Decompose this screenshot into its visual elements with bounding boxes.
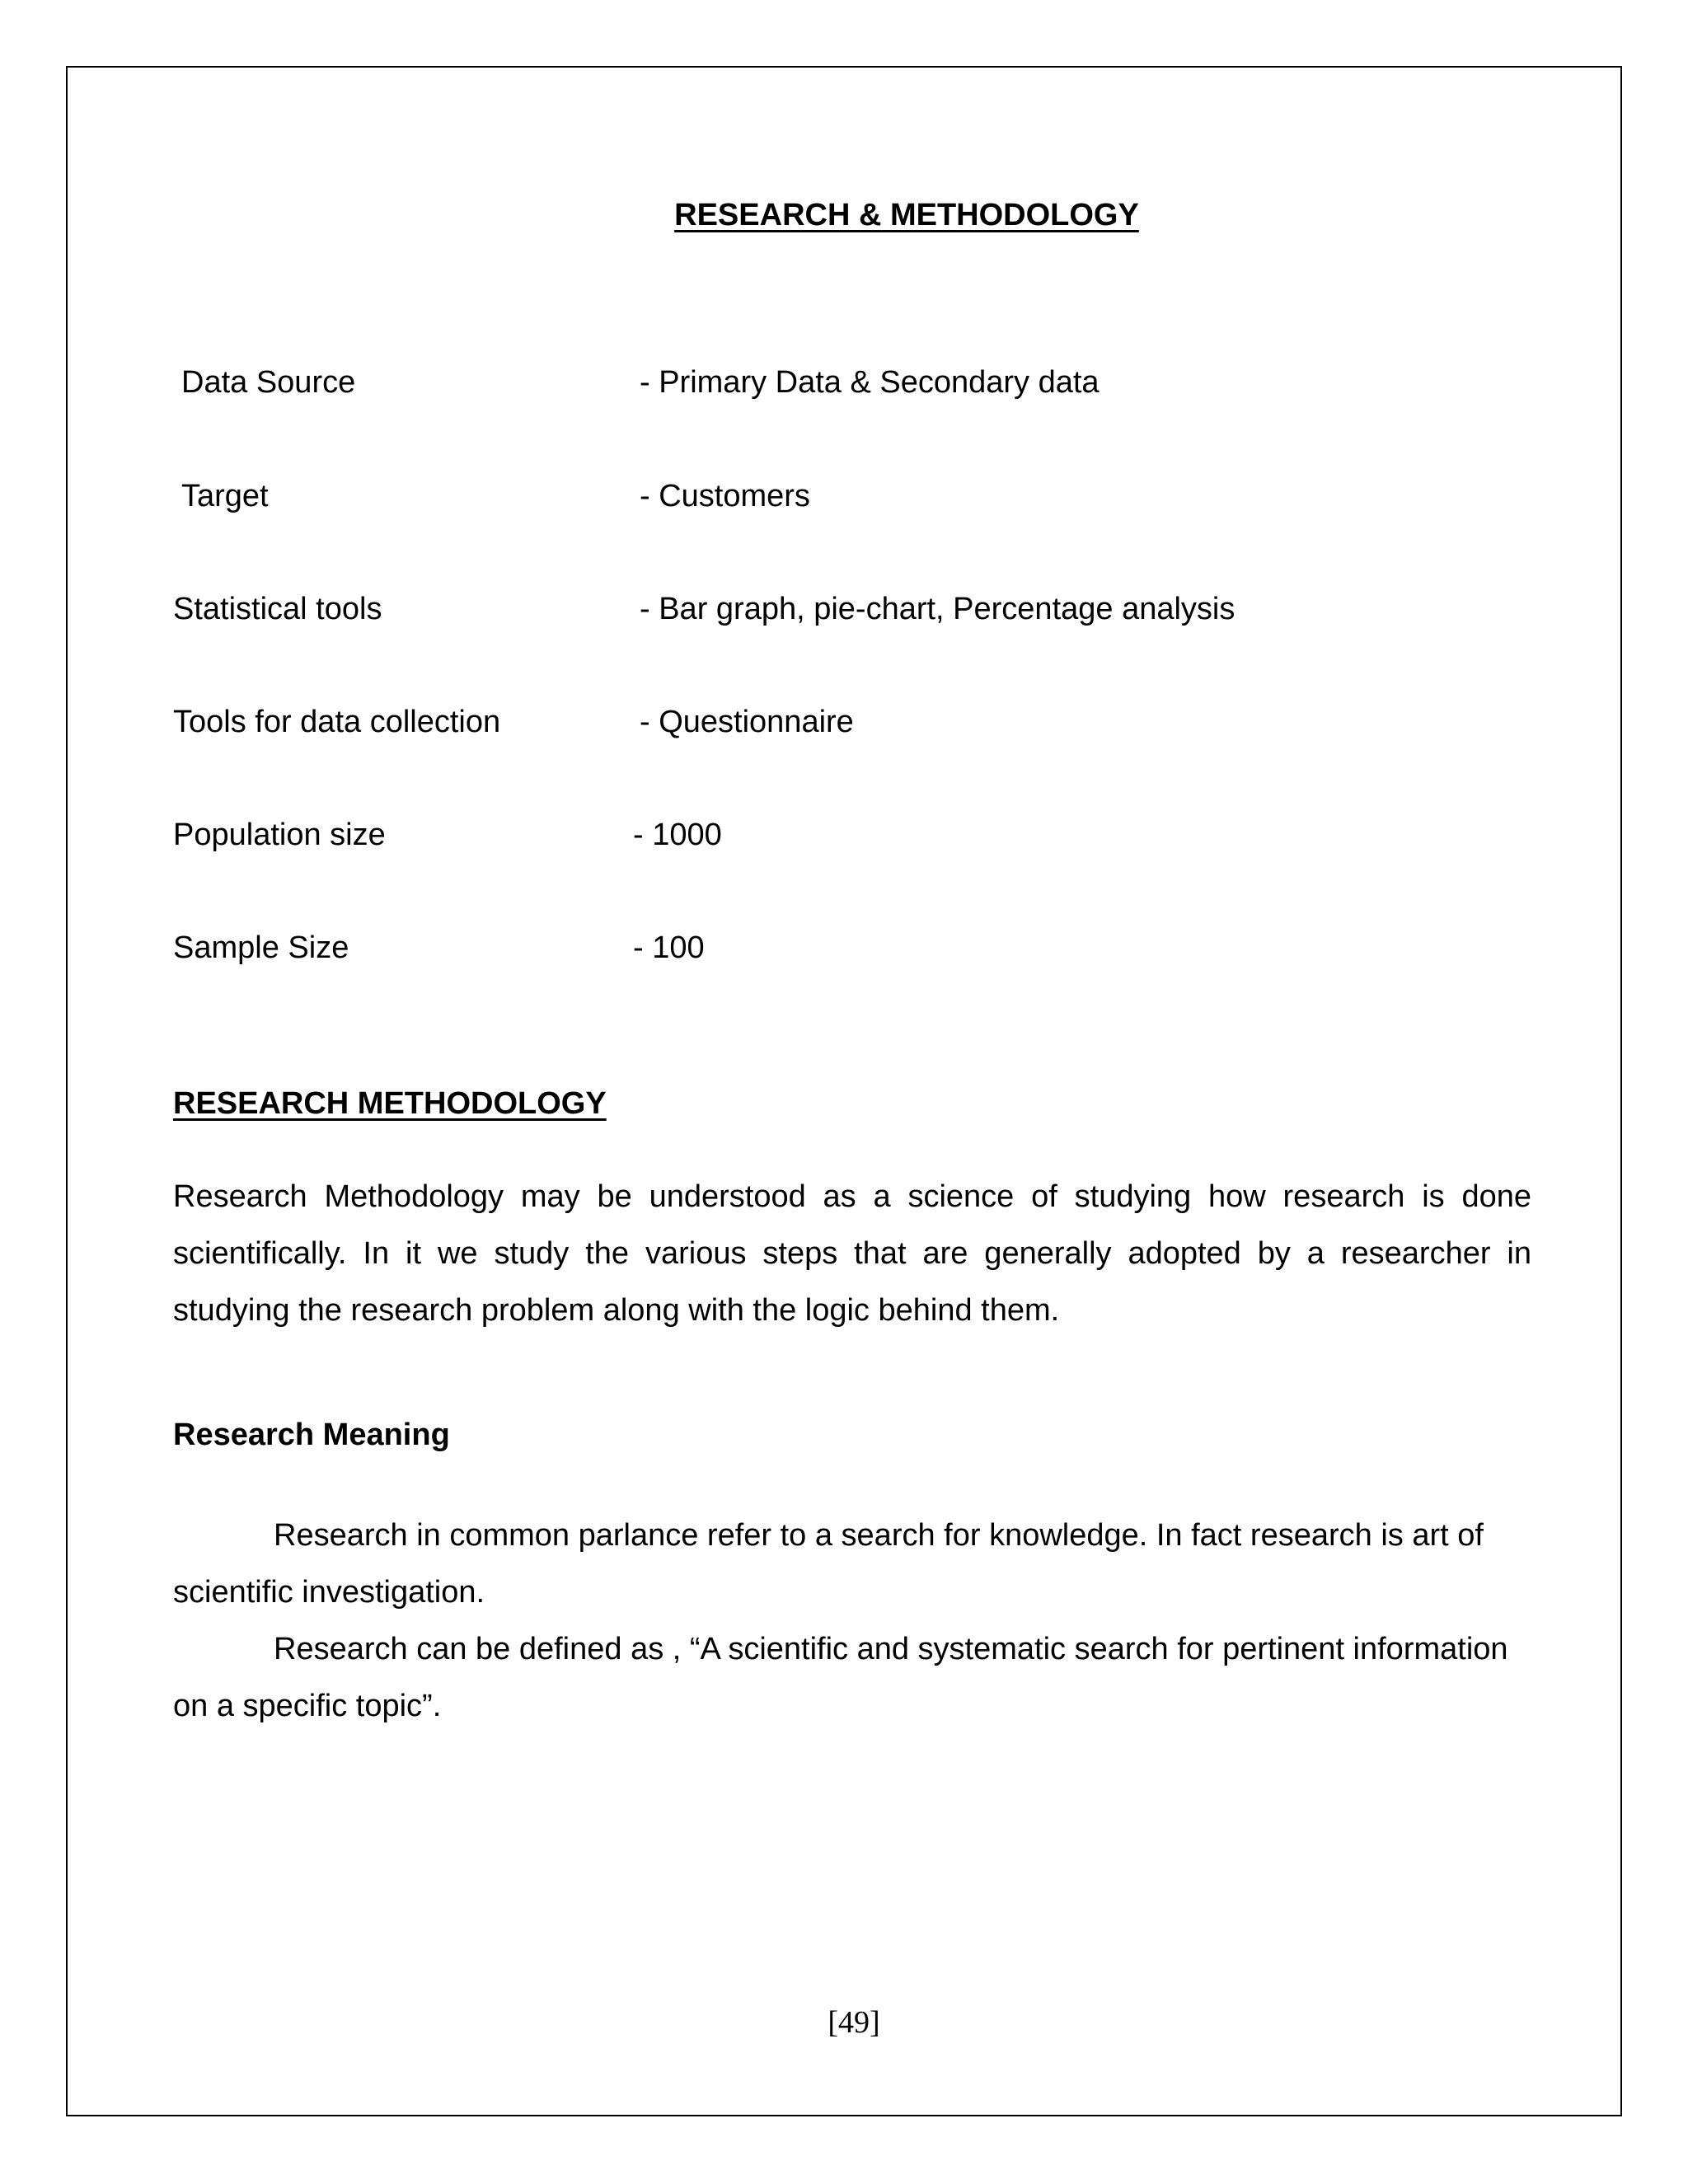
detail-label: Statistical tools: [173, 592, 382, 626]
detail-label: Target: [181, 479, 269, 513]
detail-label: Sample Size: [173, 930, 349, 965]
detail-value: - Customers: [640, 479, 810, 513]
meaning-paragraph: Research in common parlance refer to a search for knowledge. In fact research is art of scientific investigation.: [173, 1518, 1484, 1610]
detail-row-population-size: [0, 818, 1688, 859]
detail-row-sample-size: [0, 930, 1688, 972]
section-heading: RESEARCH METHODOLOGY: [173, 1086, 607, 1121]
detail-value: - 1000: [633, 818, 722, 852]
detail-label: Population size: [173, 818, 386, 852]
detail-row-tools-data-collection: [0, 705, 1688, 746]
detail-row-target: [0, 479, 1688, 520]
page-title: RESEARCH & METHODOLOGY: [674, 198, 1139, 232]
detail-value: - 100: [633, 930, 705, 965]
detail-row-statistical-tools: [0, 592, 1688, 633]
detail-label: Data Source: [181, 365, 356, 400]
detail-value: - Questionnaire: [640, 705, 854, 739]
detail-value: - Bar graph, pie-chart, Percentage analysis: [640, 592, 1236, 626]
detail-value: - Primary Data & Secondary data: [640, 365, 1100, 400]
detail-label: Tools for data collection: [173, 705, 501, 739]
detail-row-data-source: [0, 365, 1688, 406]
sub-heading: Research Meaning: [173, 1418, 450, 1452]
methodology-paragraph: Research Methodology may be understood as a science of studying how research is done scientifically. In it we study the various steps that are generally adopted by a researcher in studying the research problem along with the logic behind them.: [173, 1179, 1531, 1328]
definition-paragraph: Research can be defined as , “A scientific and systematic search for pertinent information on a specific topic”.: [173, 1632, 1508, 1723]
page-number: [49]: [828, 2005, 880, 2040]
